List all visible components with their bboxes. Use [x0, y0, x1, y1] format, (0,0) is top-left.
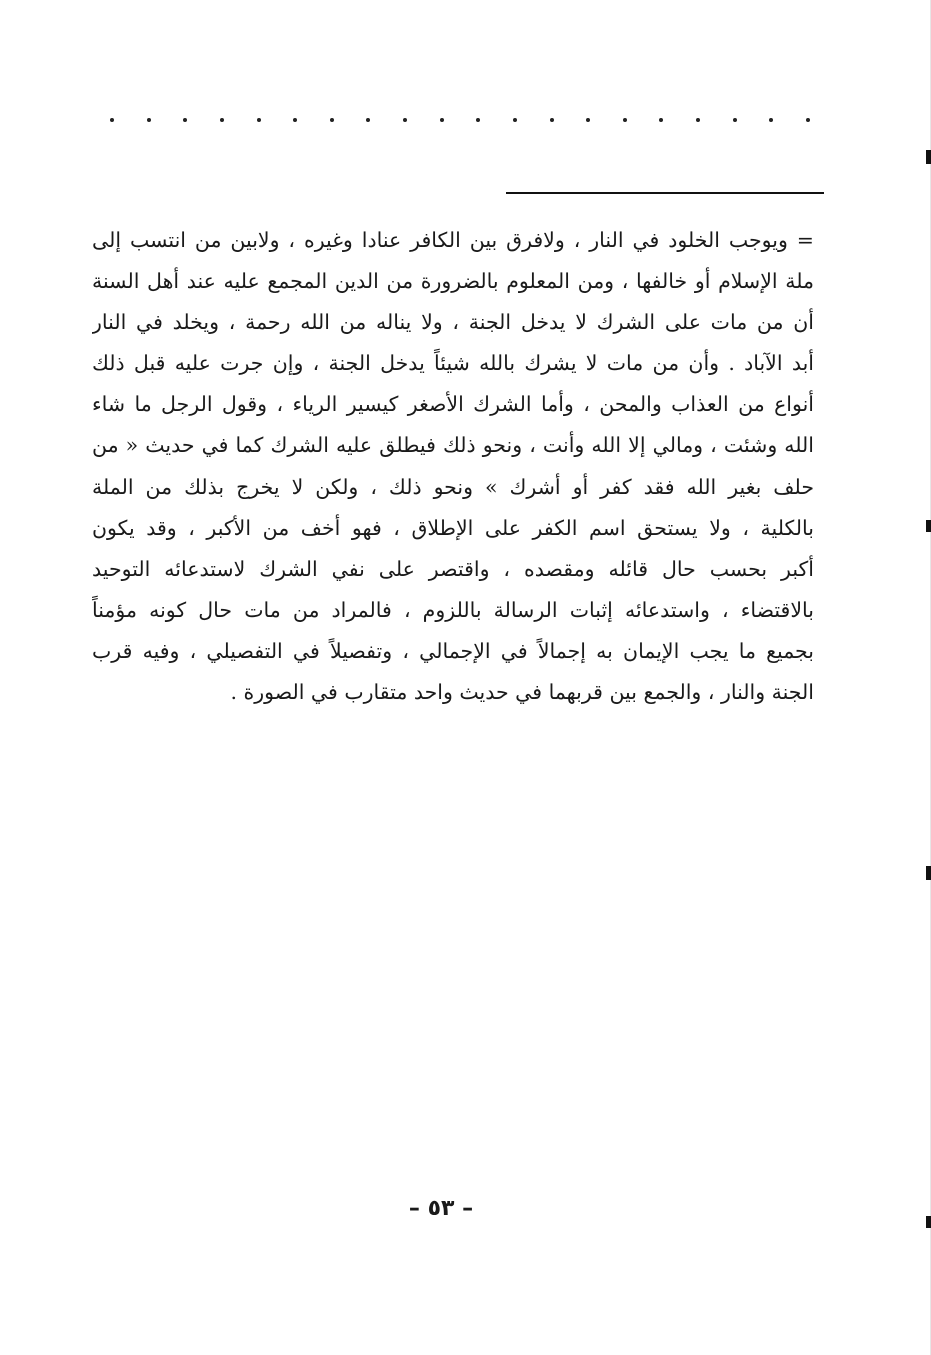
edge-mark [926, 150, 931, 164]
footnote-line: الله وشئت ، ومالي إلا الله وأنت ، ونحو ذلك فيطلق عليه الشرك كما في حديث « من [92, 433, 814, 458]
footnote-line: ملة الإسلام أو خالفها ، ومن المعلوم بالضرورة من الدين المجمع عليه عند أهل السنة [92, 269, 814, 294]
footnote-line: أبد الآباد . وأن من مات لا يشرك بالله شيئاً يدخل الجنة ، وإن جرت عليه قبل ذلك [92, 351, 814, 376]
edge-mark [926, 520, 931, 532]
separator-dot [513, 118, 517, 122]
separator-dot [403, 118, 407, 122]
footnote-line: حلف بغير الله فقد كفر أو أشرك » ونحو ذلك ، ولكن لا يخرج بذلك من الملة [92, 474, 814, 499]
separator-dot [293, 118, 297, 122]
footnote-line: أن من مات على الشرك لا يدخل الجنة ، ولا يناله من الله رحمة ، ويخلد في النار [92, 310, 814, 335]
footnote-line: أنواع من العذاب والمحن ، وأما الشرك الأصغر كيسير الرياء ، وقول الرجل ما شاء [92, 392, 814, 417]
separator-dot [440, 118, 444, 122]
separator-dot [476, 118, 480, 122]
footnote-line: أكبر بحسب حال قائله ومقصده ، واقتصر على نفي الشرك لاستدعائه التوحيد [92, 556, 814, 581]
page-number: – ٥٣ – [408, 1196, 474, 1221]
separator-dot [366, 118, 370, 122]
separator-dot [220, 118, 224, 122]
separator-dot [110, 118, 114, 122]
edge-mark [926, 1216, 931, 1228]
footnote-text [92, 220, 814, 713]
separator-dot [659, 118, 663, 122]
edge-mark [926, 866, 931, 880]
separator-dot [257, 118, 261, 122]
separator-dot [330, 118, 334, 122]
footnote-line: بجميع ما يجب الإيمان به إجمالاً في الإجمالي ، وتفصيلاً في التفصيلي ، وفيه قرب [92, 638, 814, 663]
dotted-separator [110, 118, 810, 122]
separator-dot [733, 118, 737, 122]
separator-dot [550, 118, 554, 122]
footnote-rule [506, 192, 824, 194]
separator-dot [586, 118, 590, 122]
footnote-line: = ويوجب الخلود في النار ، ولافرق بين الكافر عنادا وغيره ، ولابين من انتسب إلى [92, 228, 814, 252]
separator-dot [623, 118, 627, 122]
separator-dot [806, 118, 810, 122]
separator-dot [769, 118, 773, 122]
separator-dot [183, 118, 187, 122]
separator-dot [696, 118, 700, 122]
footnote-line: بالكلية ، ولا يستحق اسم الكفر على الإطلاق ، فهو أخف من الأكبر ، وقد يكون [92, 515, 814, 540]
separator-dot [147, 118, 151, 122]
footnote-line: الجنة والنار ، والجمع بين قربهما في حديث واحد متقارب في الصورة . [230, 680, 814, 705]
footnote-line: بالاقتضاء ، واستدعائه إثبات الرسالة باللزوم ، فالمراد من مات حال كونه مؤمناً [92, 597, 814, 622]
